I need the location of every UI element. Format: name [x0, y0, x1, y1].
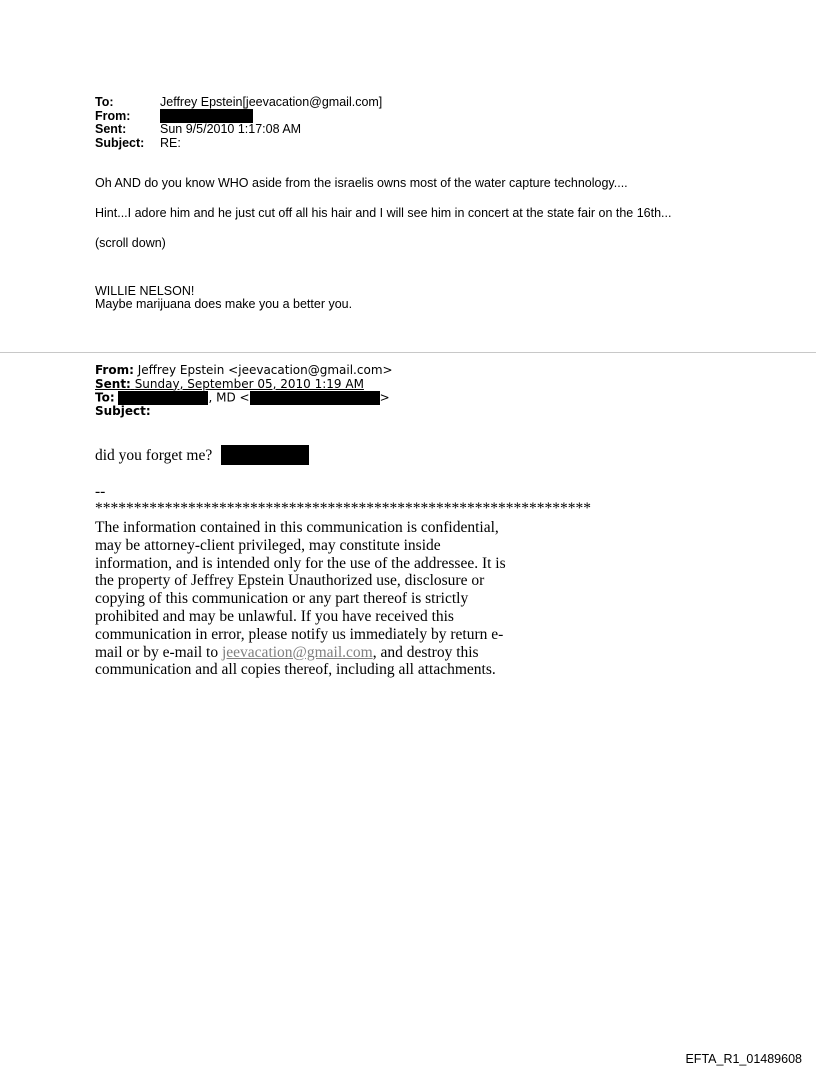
- email-header: [95, 96, 382, 150]
- body-paragraph-4-line-1: WILLIE NELSON!: [95, 284, 195, 298]
- redaction-block: [250, 391, 380, 405]
- quoted-message-row: [95, 447, 309, 465]
- quoted-from-row: [95, 364, 393, 378]
- to-row: [95, 96, 382, 110]
- disclaimer-text: The information contained in this communication is confidential, may be attorney-client privileged, may constitute inside information, and is intended only for the use of the addressee. It is the property of Jeffrey Epstein Unauthorized use, disclosure or copying of this communication or any part thereof is strictly prohibited and may be unlawful. If you have received this communication in error, please notify us immediately by return e-mail or by e-mail to: [95, 519, 506, 661]
- quoted-to-end: >: [379, 390, 390, 405]
- quoted-to-label: To:: [95, 390, 115, 405]
- subject-row: [95, 137, 382, 151]
- quoted-from-value: Jeffrey Epstein <jeevacation@gmail.com>: [137, 363, 393, 377]
- quoted-sent-label: Sent:: [95, 376, 131, 391]
- quoted-subject-label: Subject:: [95, 404, 151, 418]
- redaction-block: [118, 391, 208, 405]
- body-paragraph-2: Hint...I adore him and he just cut off all his hair and I will see him in concert at the state fair on the 16th...: [95, 206, 672, 220]
- disclaimer-text-end: , and destroy this communication and all copies thereof, including all attachments.: [95, 643, 496, 679]
- from-label: From:: [95, 108, 131, 123]
- quoted-sent-value: Sunday, September 05, 2010 1:19 AM: [134, 376, 364, 391]
- redaction-block: [221, 445, 309, 465]
- redaction-block: [160, 109, 253, 123]
- sent-row: [95, 123, 382, 137]
- quoted-to-mid: , MD <: [208, 390, 250, 405]
- sent-value: Sun 9/5/2010 1:17:08 AM: [160, 122, 302, 136]
- document-id: EFTA_R1_01489608: [685, 1052, 802, 1066]
- confidentiality-disclaimer: [95, 519, 515, 679]
- to-value: Jeffrey Epstein[jeevacation@gmail.com]: [160, 95, 383, 109]
- disclaimer-email-link[interactable]: jeevacation@gmail.com: [221, 643, 373, 661]
- sent-label: Sent:: [95, 122, 127, 136]
- quoted-message: did you forget me?: [95, 447, 213, 464]
- signature-dash: --: [95, 483, 106, 500]
- quoted-header: [95, 364, 393, 419]
- body-paragraph-4-line-2: Maybe marijuana does make you a better you.: [95, 297, 353, 311]
- quoted-from-label: From:: [95, 363, 134, 377]
- quoted-sent-row: [95, 378, 393, 392]
- quoted-to-row: [95, 391, 393, 405]
- quoted-subject-row: [95, 405, 393, 419]
- subject-value: RE:: [160, 135, 181, 150]
- from-row: [95, 110, 382, 124]
- body-paragraph-1: Oh AND do you know WHO aside from the israelis owns most of the water capture technology....: [95, 176, 628, 190]
- body-paragraph-3: (scroll down): [95, 236, 166, 250]
- subject-label: Subject:: [95, 135, 145, 150]
- to-label: To:: [95, 95, 114, 109]
- signature-stars: ****************************************************************: [95, 500, 591, 517]
- section-divider: [0, 352, 816, 353]
